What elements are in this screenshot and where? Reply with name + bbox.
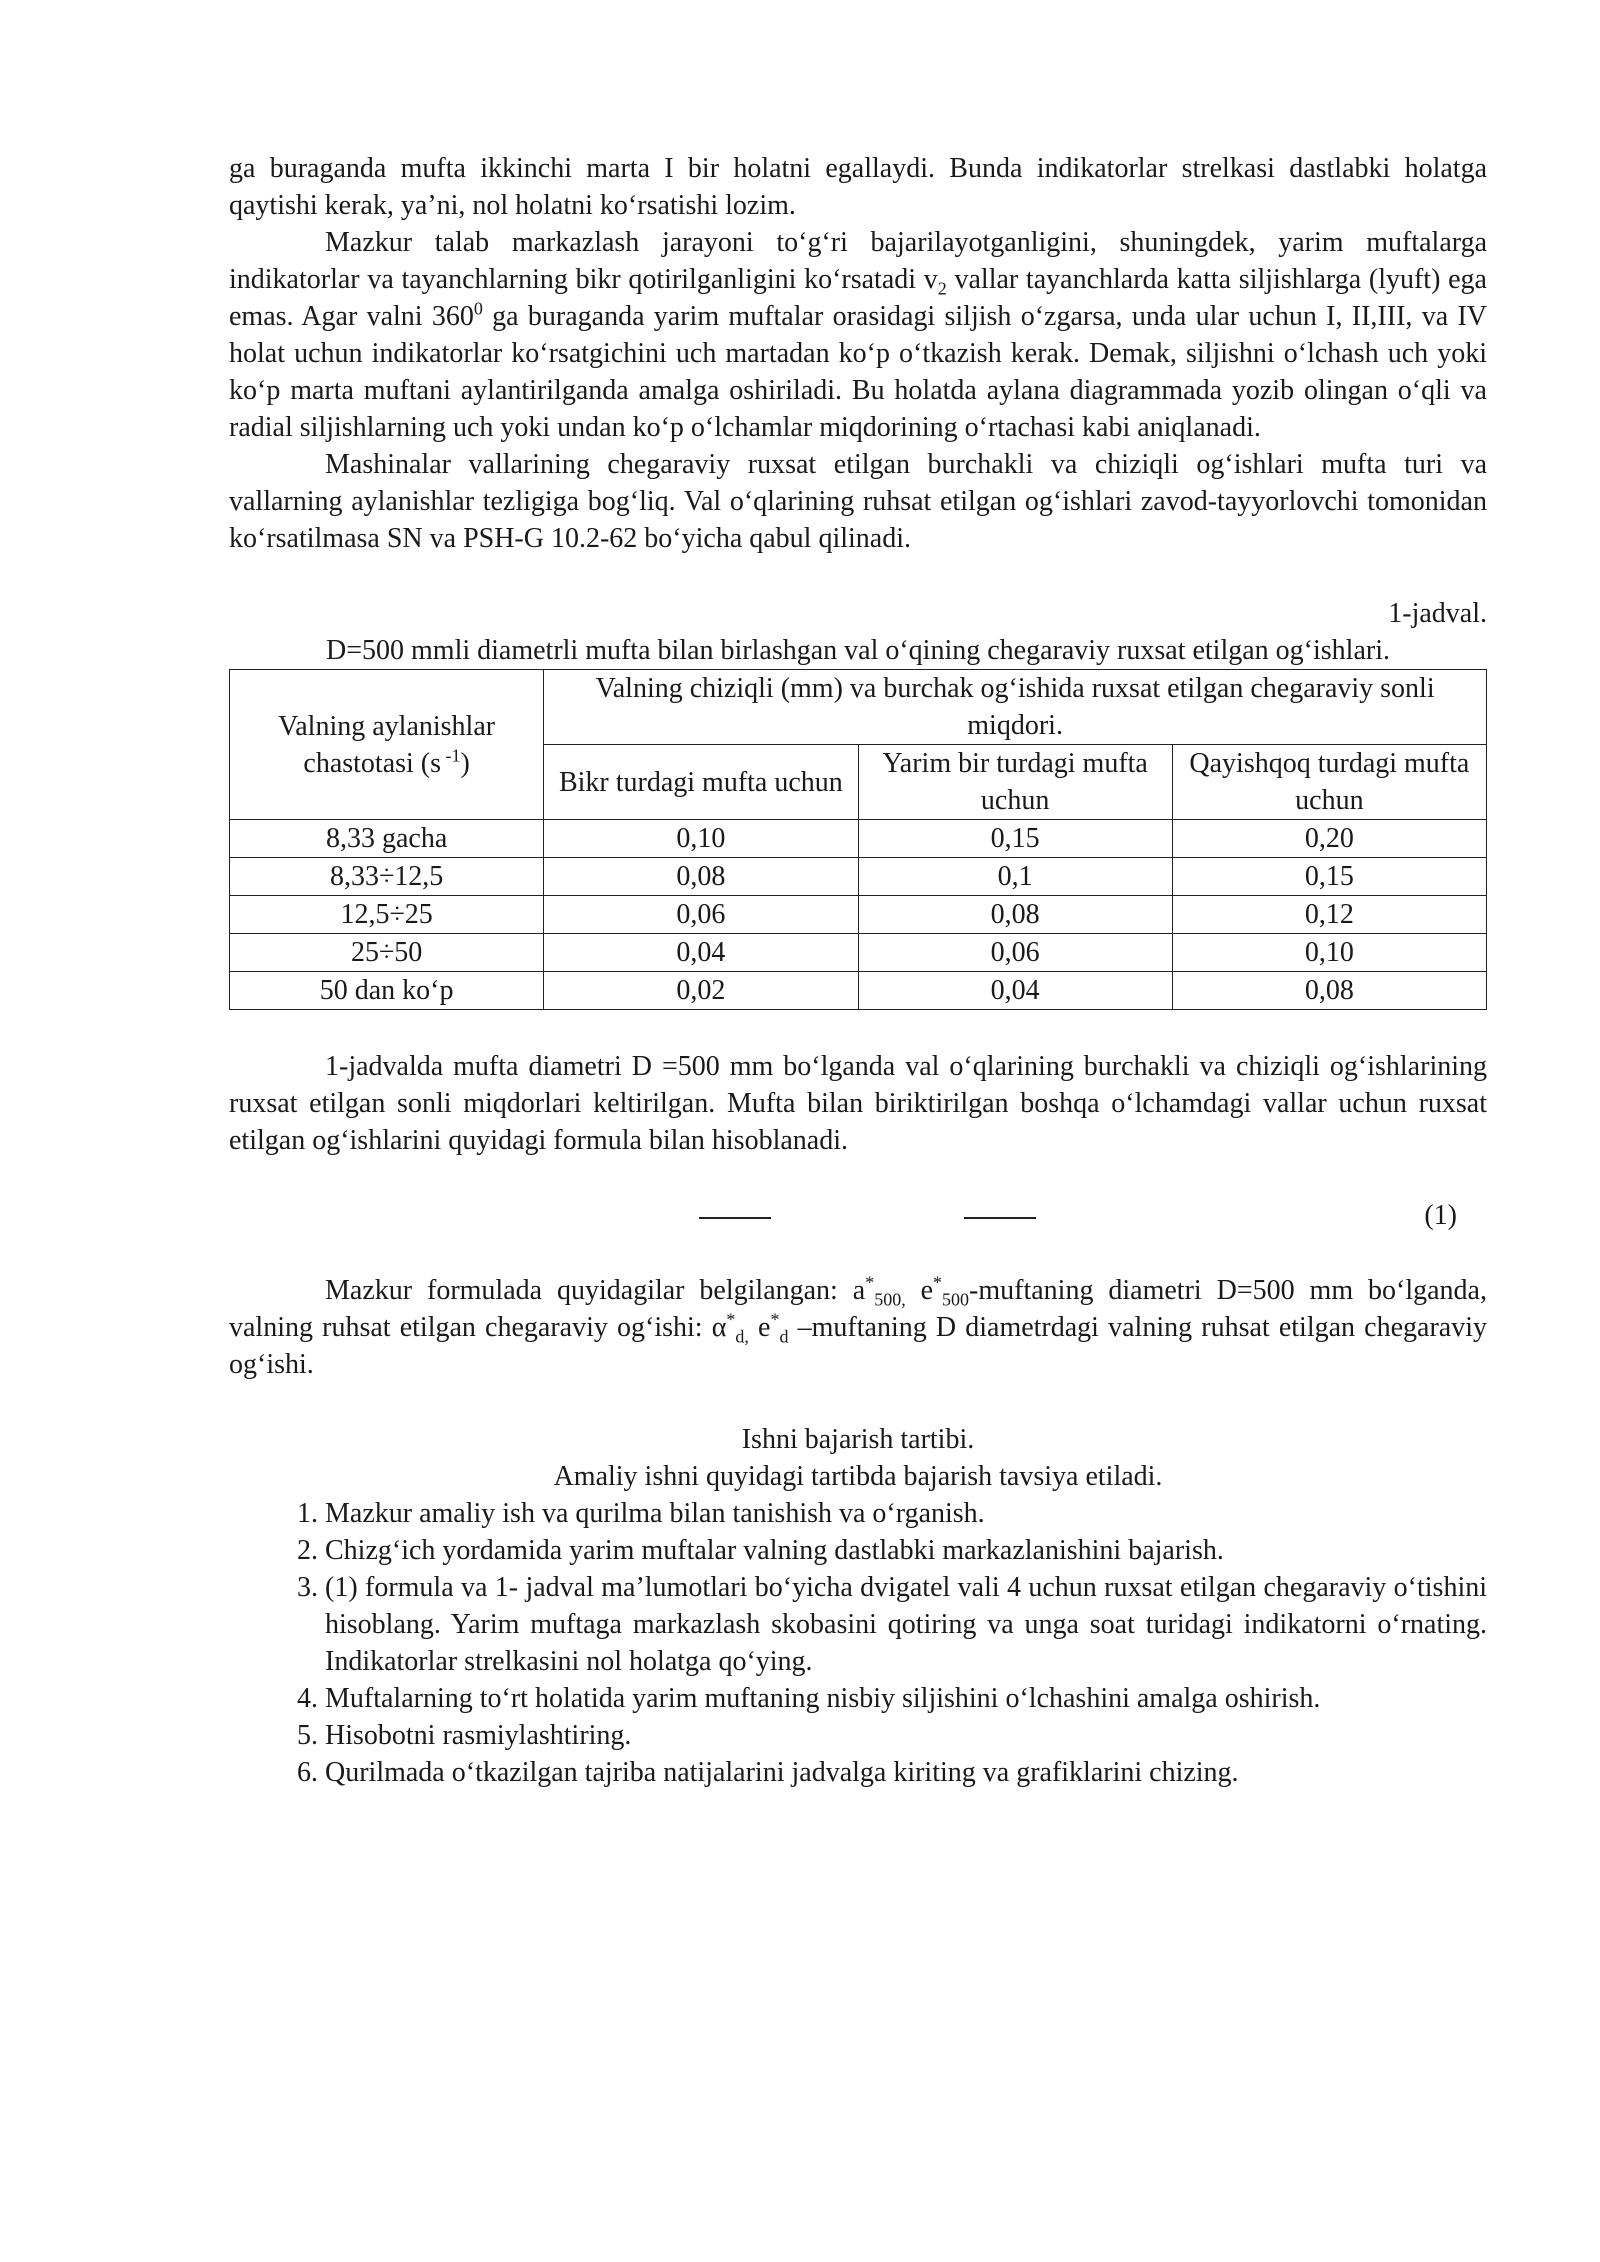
text-run: vallar tayanchlarda katta siljishlarga (lyuft) ega emas. Agar valni 360	[229, 264, 1487, 332]
subheader-rigid: Bikr turdagi mufta uchun	[544, 745, 858, 820]
table-cell: 0,06	[544, 896, 858, 934]
table-cell: 0,08	[858, 896, 1172, 934]
superscript: 0	[473, 298, 483, 319]
list-item: 5. Hisobotni rasmiylashtiring.	[325, 1717, 1487, 1754]
subscript: d,	[735, 1326, 749, 1347]
subscript: 500,	[874, 1289, 906, 1310]
list-item: 3. (1) formula va 1- jadval ma’lumotlari bo‘yicha dvigatel vali 4 uchun ruxsat etilgan chegaraviy o‘tishini hisoblang. Yarim muftaga markazlash skobasini qotiring va unga soat turidagi indikatorni o‘rnating. Indikatorlar strelkasini nol holatga qo‘ying.	[325, 1569, 1487, 1680]
header-text: )	[460, 747, 470, 779]
table-cell: 0,04	[858, 972, 1172, 1010]
table-row	[230, 858, 1487, 896]
subscript: 500	[942, 1289, 970, 1310]
procedure-title: Ishni bajarish tartibi.	[741, 1424, 975, 1455]
table-cell: 25÷50	[230, 934, 544, 972]
paragraph-centering	[229, 224, 1487, 446]
paragraph-intro: ga buraganda mufta ikkinchi marta I bir holatni egallaydi. Bunda indikatorlar strelkasi dastlabki holatga qaytishi kerak, ya’ni, nol holatni ko‘rsatishi lozim.	[229, 153, 1487, 221]
table-cell: 8,33 gacha	[230, 820, 544, 858]
table-cell: 0,10	[544, 820, 858, 858]
list-item: 6. Qurilmada o‘tkazilgan tajriba natijalarini jadvalga kiriting va grafiklarini chizing.	[325, 1754, 1487, 1791]
table-cell: 50 dan ko‘p	[230, 972, 544, 1010]
fraction-bar	[964, 1217, 1036, 1219]
table-row	[230, 972, 1487, 1010]
table-cell: 0,08	[544, 858, 858, 896]
subscript: 2	[937, 278, 947, 299]
formula	[229, 1197, 1487, 1234]
table-caption: D=500 mmli diametrli mufta bilan birlashgan val o‘qining chegaraviy ruxsat etilgan og‘ishlari.	[326, 635, 1390, 666]
paragraph-limits: Mashinalar vallarining chegaraviy ruxsat etilgan burchakli va chiziqli og‘ishlari mufta turi va vallarning aylanishlar tezligiga bog‘liq. Val o‘qlarining ruhsat etilgan og‘ishlari zavod-tayyorlovchi tomonidan ko‘rsatilmasa SN va PSH-G 10.2-62 bo‘yicha qabul qilinadi.	[229, 449, 1487, 554]
subheader-semi-rigid: Yarim bir turdagi mufta uchun	[858, 745, 1172, 820]
superscript: -1	[441, 745, 461, 766]
table-cell: 0,20	[1172, 820, 1486, 858]
table-cell: 8,33÷12,5	[230, 858, 544, 896]
table-cell: 0,10	[1172, 934, 1486, 972]
superscript: *	[865, 1272, 875, 1293]
header-rotation-frequency	[230, 670, 544, 820]
table-cell: 0,12	[1172, 896, 1486, 934]
header-text: Valning aylanishlar chastotasi (s	[278, 710, 496, 779]
list-item: 2. Chizg‘ich yordamida yarim muftalar valning dastlabki markazlanishini bajarish.	[325, 1532, 1487, 1569]
text-run: Mazkur formulada quyidagilar belgilangan: a	[325, 1275, 866, 1306]
text-run: ga buraganda yarim muftalar orasidagi siljish o‘zgarsa, unda ular uchun I, II,III, va IV holat uchun indikatorlar ko‘rsatgichini uch martadan ko‘p o‘tkazish kerak. Demak, siljishni o‘lchash uch yoki ko‘p marta muftani aylantirilganda amalga oshiriladi. Bu holatda aylana diagrammada yozib olingan o‘qli va radial siljishlarning uch yoki undan ko‘p o‘lchamlar miqdorining o‘rtachasi kabi aniqlanadi.	[229, 301, 1487, 443]
deviation-table	[229, 669, 1487, 1010]
procedure-steps	[229, 1495, 1487, 1791]
document-page	[229, 150, 1487, 1791]
table-cell: 0,02	[544, 972, 858, 1010]
superscript: *	[770, 1309, 780, 1330]
paragraph-table-explanation: 1-jadvalda mufta diametri D =500 mm bo‘lganda val o‘qlarining burchakli va chiziqli og‘ishlarining ruxsat etilgan sonli miqdorlari keltirilgan. Mufta bilan biriktirilgan boshqa o‘lchamdagi vallar uchun ruxsat etilgan og‘ishlarini quyidagi formula bilan hisoblanadi.	[229, 1051, 1487, 1156]
table-cell: 0,1	[858, 858, 1172, 896]
procedure-subtitle: Amaliy ishni quyidagi tartibda bajarish tavsiya etiladi.	[553, 1461, 1163, 1492]
text-run: e	[905, 1275, 934, 1306]
text-run: –muftaning D diametrdagi valning ruhsat etilgan chegaraviy og‘ishi.	[229, 1312, 1487, 1380]
text-run: Mazkur talab markazlash jarayoni to‘g‘ri bajarilayotganligini, shuningdek, yarim muftalarga indikatorlar va tayanchlarning bikr qotirilganligini ko‘rsatadi v	[229, 227, 1487, 295]
table-cell: 0,08	[1172, 972, 1486, 1010]
superscript: *	[726, 1309, 736, 1330]
table-cell: 0,15	[858, 820, 1172, 858]
table-number: 1-jadval.	[1388, 598, 1487, 629]
list-item: 1. Mazkur amaliy ish va qurilma bilan tanishish va o‘rganish.	[325, 1495, 1487, 1532]
table-row	[230, 820, 1487, 858]
subheader-elastic: Qayishqoq turdagi mufta uchun	[1172, 745, 1486, 820]
text-run: e	[748, 1312, 771, 1343]
table-cell: 0,06	[858, 934, 1172, 972]
table-cell: 0,04	[544, 934, 858, 972]
list-item: 4. Muftalarning to‘rt holatida yarim muftaning nisbiy siljishini o‘lchashini amalga oshirish.	[325, 1680, 1487, 1717]
table-cell: 0,15	[1172, 858, 1486, 896]
superscript: *	[933, 1272, 943, 1293]
formula-number: (1)	[1424, 1200, 1457, 1231]
table-row	[230, 896, 1487, 934]
subscript: d	[779, 1326, 789, 1347]
fraction-bar	[699, 1217, 771, 1219]
paragraph-formula-legend	[229, 1272, 1487, 1383]
table-cell: 12,5÷25	[230, 896, 544, 934]
text-run: -muftaning diametri D=500 mm bo‘lganda, valning ruhsat etilgan chegaraviy og‘ishi: α	[229, 1275, 1487, 1343]
table-row	[230, 934, 1487, 972]
table-header-row	[230, 670, 1487, 745]
header-group: Valning chiziqli (mm) va burchak og‘ishida ruxsat etilgan chegaraviy sonli miqdori.	[544, 670, 1487, 745]
